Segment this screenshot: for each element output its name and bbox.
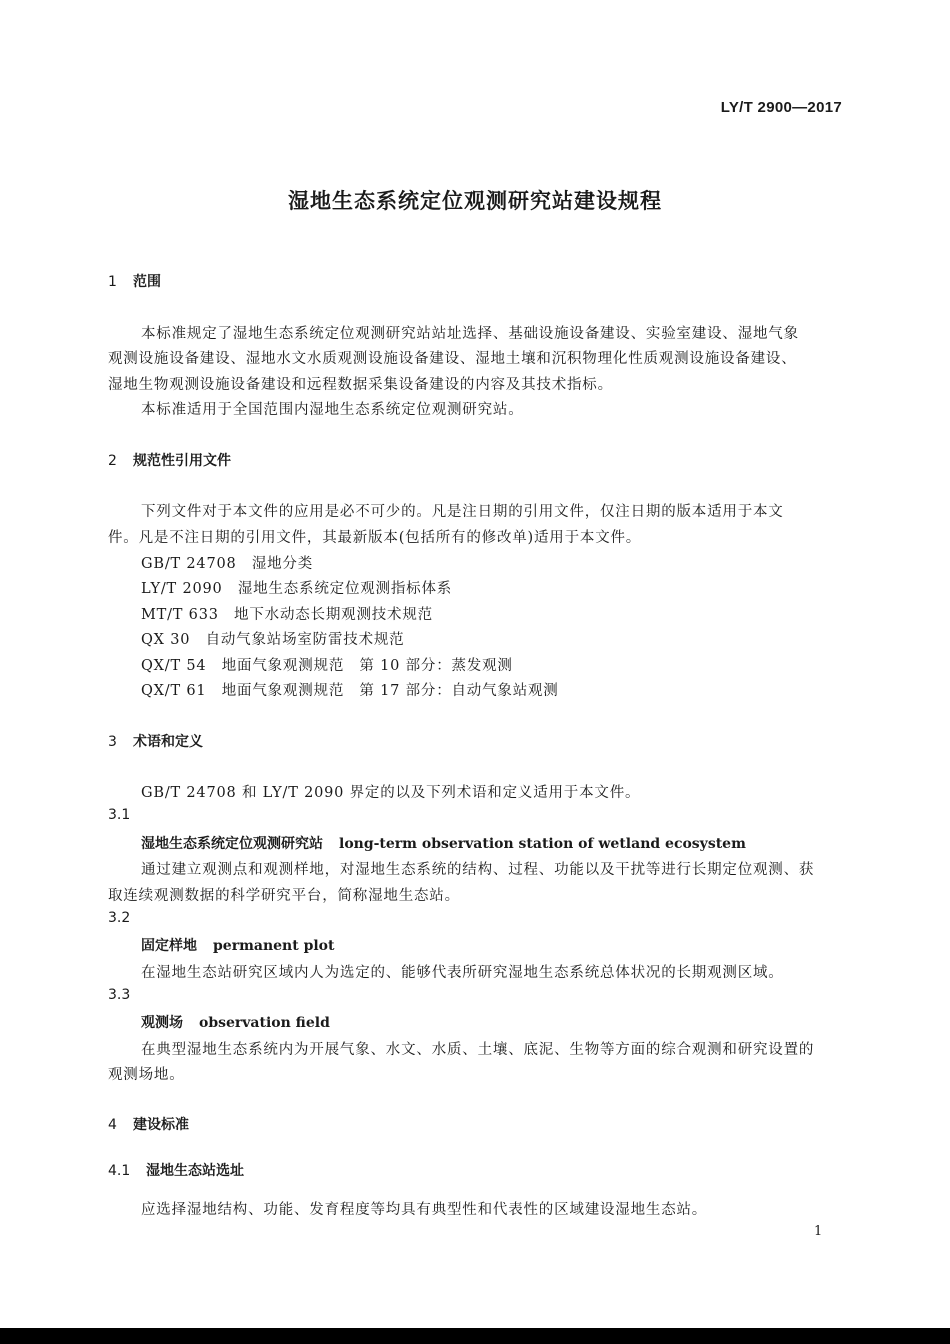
- section-2-heading: [108, 450, 231, 470]
- section-title: 湿地生态站选址: [146, 1163, 244, 1179]
- term-zh: 湿地生态系统定位观测研究站: [141, 836, 323, 852]
- section-4-heading: [108, 1114, 189, 1134]
- term-definition-line-1: 通过建立观测点和观测样地，对湿地生态系统的结构、过程、功能以及干扰等进行长期定位观测、获: [141, 862, 815, 878]
- term-definition-line-1: 在湿地生态站研究区域内人为选定的、能够代表所研究湿地生态系统总体状况的长期观测区域。: [141, 965, 784, 981]
- term-zh: 固定样地: [141, 938, 197, 954]
- terms-intro: GB/T 24708 和 LY/T 2090 界定的以及下列术语和定义适用于本文件。: [141, 785, 641, 801]
- term-en: long-term observation station of wetland ecosystem: [339, 836, 746, 852]
- scope-para-1-line-2: 观测设施设备建设、湿地水文水质观测设施设备建设、湿地土壤和沉积物理化性质观测设施设备建设、: [108, 351, 797, 367]
- scope-para-2: 本标准适用于全国范围内湿地生态系统定位观测研究站。: [141, 402, 524, 418]
- reference-item: LY/T 2090 湿地生态系统定位观测指标体系: [141, 581, 453, 597]
- section-number: 3: [108, 734, 117, 750]
- term-definition-line-2: 取连续观测数据的科学研究平台，简称湿地生态站。: [108, 888, 460, 904]
- term-heading: [141, 833, 746, 853]
- refs-intro-line-2: 件。凡是不注日期的引用文件，其最新版本(包括所有的修改单)适用于本文件。: [108, 530, 642, 546]
- reference-item: MT/T 633 地下水动态长期观测技术规范: [141, 607, 433, 623]
- document-title: 湿地生态系统定位观测研究站建设规程: [288, 189, 662, 213]
- section-number: 4: [108, 1117, 117, 1133]
- term-definition-line-1: 在典型湿地生态系统内为开展气象、水文、水质、土壤、底泥、生物等方面的综合观测和研究设置的: [141, 1042, 815, 1058]
- clause-number: 3.2: [108, 910, 131, 926]
- section-title: 建设标准: [133, 1117, 189, 1133]
- term-heading: [141, 1012, 330, 1032]
- bottom-bar: [0, 1328, 950, 1344]
- term-en: observation field: [199, 1015, 330, 1031]
- section-4-1-heading: [108, 1160, 244, 1180]
- page-number: 1: [814, 1224, 823, 1239]
- section-title: 术语和定义: [133, 734, 203, 750]
- term-definition-line-2: 观测场地。: [108, 1067, 185, 1083]
- scope-para-1-line-1: 本标准规定了湿地生态系统定位观测研究站站址选择、基础设施设备建设、实验室建设、湿地气象: [141, 326, 799, 342]
- section-1-heading: [108, 271, 161, 291]
- reference-item: GB/T 24708 湿地分类: [141, 556, 314, 572]
- reference-item: QX/T 54 地面气象观测规范 第 10 部分：蒸发观测: [141, 658, 513, 674]
- section-3-heading: [108, 731, 203, 751]
- section-number: 2: [108, 453, 117, 469]
- section-number: 1: [108, 274, 117, 290]
- reference-item: QX/T 61 地面气象观测规范 第 17 部分：自动气象站观测: [141, 683, 559, 699]
- term-zh: 观测场: [141, 1015, 183, 1031]
- section-title: 规范性引用文件: [133, 453, 231, 469]
- refs-intro-line-1: 下列文件对于本文件的应用是必不可少的。凡是注日期的引用文件，仅注日期的版本适用于本文: [141, 504, 784, 520]
- term-en: permanent plot: [213, 938, 335, 954]
- clause-number: 3.3: [108, 987, 131, 1003]
- term-heading: [141, 935, 334, 955]
- clause-number: 3.1: [108, 807, 131, 823]
- section-title: 范围: [133, 274, 161, 290]
- site-selection-para: 应选择湿地结构、功能、发育程度等均具有典型性和代表性的区域建设湿地生态站。: [141, 1202, 708, 1218]
- reference-item: QX 30 自动气象站场室防雷技术规范: [141, 632, 405, 648]
- scope-para-1-line-3: 湿地生物观测设施设备建设和远程数据采集设备建设的内容及其技术指标。: [108, 377, 613, 393]
- section-number: 4.1: [108, 1163, 131, 1179]
- document-code: LY/T 2900—2017: [720, 99, 842, 116]
